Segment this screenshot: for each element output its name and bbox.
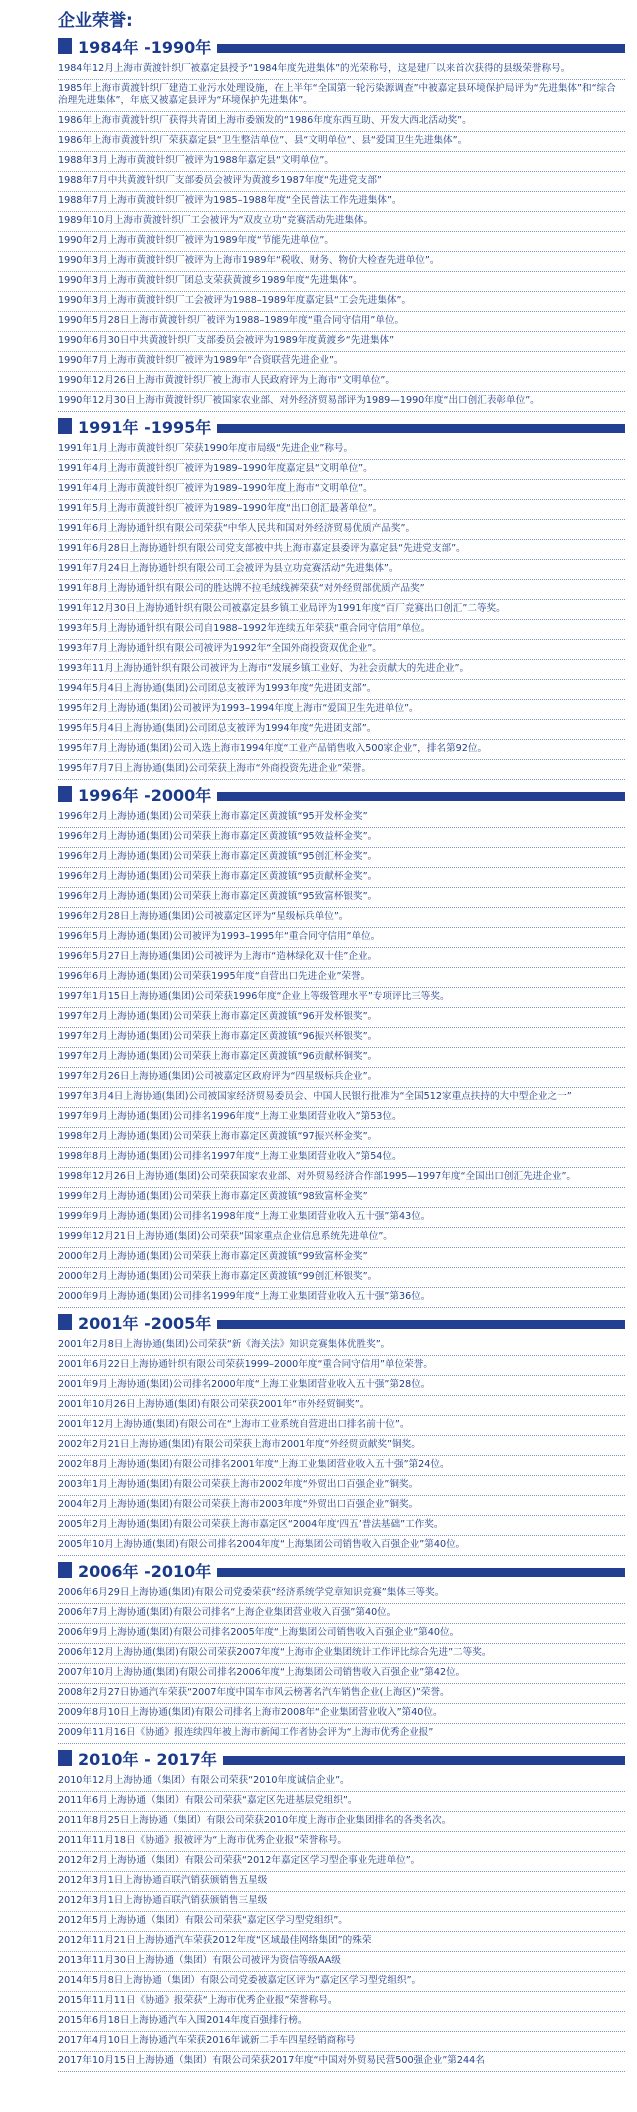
- honor-entry: 2001年12月上海协通(集团)有限公司在“上海市工业系统自营进出口排名前十位”。: [58, 1416, 625, 1436]
- honor-entry: 2001年6月22日上海协通针织有限公司荣获1999–2000年度“重合同守信用”单位荣誉。: [58, 1356, 625, 1376]
- period-divider-bar: [217, 1320, 625, 1329]
- honor-entry: 1998年8月上海协通(集团)公司排名1997年度“上海工业集团营业收入”第54位。: [58, 1148, 625, 1168]
- honor-entry: 2003年1月上海协通(集团)有限公司荣获上海市2002年度“外贸出口百强企业”铜奖。: [58, 1476, 625, 1496]
- period-divider-bar: [223, 1756, 625, 1765]
- honor-entry: 2009年11月16日《协通》报连续四年被上海市新闻工作者协会评为“上海市优秀企业报”: [58, 1724, 625, 1744]
- honor-entry: 1985年上海市黄渡针织厂建造工业污水处理设施，在上半年“全国第一轮污染源调查”中被嘉定县环境保护局评为“先进集体”和“综合治理先进集体”，年底又被嘉定县评为“环境保护先进集体”。: [58, 80, 625, 112]
- honor-entry: 1990年2月上海市黄渡针织厂被评为1989年度“节能先进单位”。: [58, 232, 625, 252]
- period-divider-bar: [217, 792, 625, 801]
- honor-entry: 2010年12月上海协通（集团）有限公司荣获“2010年度诚信企业”。: [58, 1772, 625, 1792]
- honor-entry: 2015年6月18日上海协通汽车入围2014年度百强排行榜。: [58, 2012, 625, 2032]
- honor-entry: 2000年2月上海协通(集团)公司荣获上海市嘉定区黄渡镇“99致富杯金奖”: [58, 1248, 625, 1268]
- honor-entry: 1988年7月上海市黄渡针织厂被评为1985–1988年度“全民普法工作先进集体”。: [58, 192, 625, 212]
- honor-entry: 1993年11月上海协通针织有限公司被评为上海市“发展乡镇工业好、为社会贡献大的先进企业”。: [58, 660, 625, 680]
- honor-entry: 2006年12月上海协通(集团)有限公司荣获2007年度“上海市企业集团统计工作评比综合先进”二等奖。: [58, 1644, 625, 1664]
- honor-entry: 1986年上海市黄渡针织厂荣获嘉定县“卫生整洁单位”、县“文明单位”、县“爱国卫生先进集体”。: [58, 132, 625, 152]
- period-marker-block: [58, 418, 72, 434]
- honor-entry: 1997年2月上海协通(集团)公司荣获上海市嘉定区黄渡镇“96振兴杯银奖”。: [58, 1028, 625, 1048]
- honor-entry: 2006年7月上海协通(集团)有限公司排名“上海企业集团营业收入百强”第40位。: [58, 1604, 625, 1624]
- period-section: [58, 1748, 625, 2072]
- period-header: [58, 1560, 625, 1580]
- period-label: 2006年 -2010年: [78, 1561, 212, 1581]
- honor-entry: 1997年2月上海协通(集团)公司荣获上海市嘉定区黄渡镇“96开发杯银奖”。: [58, 1008, 625, 1028]
- period-marker-block: [58, 1750, 72, 1766]
- period-label: 2001年 -2005年: [78, 1313, 212, 1333]
- honor-entry: 2001年10月26日上海协通(集团)有限公司荣获2001年“市外经贸铜奖”。: [58, 1396, 625, 1416]
- period-section: [58, 1560, 625, 1744]
- honor-entry: 1990年3月上海市黄渡针织厂被评为上海市1989年“税收、财务、物价大检查先进单位”。: [58, 252, 625, 272]
- honor-entry: 2012年5月上海协通（集团）有限公司荣获“嘉定区学习型党组织”。: [58, 1912, 625, 1932]
- period-marker-block: [58, 786, 72, 802]
- honor-entry: 1995年5月4日上海协通(集团)公司团总支被评为1994年度“先进团支部”。: [58, 720, 625, 740]
- honor-list: [58, 1336, 625, 1556]
- period-header: [58, 784, 625, 804]
- period-label: 1991年 -1995年: [78, 417, 212, 437]
- period-label: 1984年 -1990年: [78, 37, 212, 57]
- honor-entry: 1998年2月上海协通(集团)公司荣获上海市嘉定区黄渡镇“97振兴杯金奖”。: [58, 1128, 625, 1148]
- honor-entry: 1996年2月上海协通(集团)公司荣获上海市嘉定区黄渡镇“95开发杯金奖”: [58, 808, 625, 828]
- honor-entry: 1996年2月上海协通(集团)公司荣获上海市嘉定区黄渡镇“95创汇杯金奖”。: [58, 848, 625, 868]
- honor-entry: 1997年1月15日上海协通(集团)公司荣获1996年度“企业上等级管理水平”专项评比三等奖。: [58, 988, 625, 1008]
- period-section: [58, 1312, 625, 1556]
- honor-entry: 1997年2月上海协通(集团)公司荣获上海市嘉定区黄渡镇“96贡献杯铜奖”。: [58, 1048, 625, 1068]
- honor-entry: 1991年12月30日上海协通针织有限公司被嘉定县乡镇工业局评为1991年度“百厂竞赛出口创汇”二等奖。: [58, 600, 625, 620]
- honor-entry: 2005年2月上海协通(集团)有限公司荣获上海市嘉定区“2004年度‘四五’普法基础”工作奖。: [58, 1516, 625, 1536]
- honor-entry: 2006年9月上海协通(集团)有限公司排名2005年度“上海集团公司销售收入百强企业”第40位。: [58, 1624, 625, 1644]
- honor-entry: 2005年10月上海协通(集团)有限公司排名2004年度“上海集团公司销售收入百强企业”第40位。: [58, 1536, 625, 1556]
- honor-entry: 2012年2月上海协通（集团）有限公司荣获“2012年嘉定区学习型企事业先进单位”。: [58, 1852, 625, 1872]
- honor-entry: 1997年2月26日上海协通(集团)公司被嘉定区政府评为“四星级标兵企业”。: [58, 1068, 625, 1088]
- honor-entry: 2008年2月27日协通汽车荣获“2007年度中国车市风云榜著名汽车销售企业(上海区)”荣誉。: [58, 1684, 625, 1704]
- period-label: 1996年 -2000年: [78, 785, 212, 805]
- honor-entry: 2012年3月1日上海协通百联汽销获颁销售三星级: [58, 1892, 625, 1912]
- period-section: [58, 784, 625, 1308]
- honor-entry: 1990年3月上海市黄渡针织厂团总支荣获黄渡乡1989年度“先进集体”。: [58, 272, 625, 292]
- honor-entry: 1991年7月24日上海协通针织有限公司工会被评为县立功竞赛活动“先进集体”。: [58, 560, 625, 580]
- honor-entry: 1993年7月上海协通针织有限公司被评为1992年“全国外商投资双优企业”。: [58, 640, 625, 660]
- honor-entry: 2001年2月8日上海协通(集团)公司荣获“新《海关法》知识竞赛集体优胜奖”。: [58, 1336, 625, 1356]
- honor-entry: 2009年8月10日上海协通(集团)有限公司排名上海市2008年“企业集团营业收入”第40位。: [58, 1704, 625, 1724]
- period-divider-bar: [217, 1568, 625, 1577]
- period-header: [58, 36, 625, 56]
- honor-entry: 1996年5月上海协通(集团)公司被评为1993–1995年“重合同守信用”单位。: [58, 928, 625, 948]
- honor-entry: 2007年10月上海协通(集团)有限公司排名2006年度“上海集团公司销售收入百强企业”第42位。: [58, 1664, 625, 1684]
- period-section: [58, 36, 625, 412]
- honor-list: [58, 1584, 625, 1744]
- honor-entry: 1991年8月上海协通针织有限公司的胜达牌不拉毛绒线裤荣获“对外经贸部优质产品奖”: [58, 580, 625, 600]
- honor-entry: 1998年12月26日上海协通(集团)公司荣获国家农业部、对外贸易经济合作部1995—1997年度“全国出口创汇先进企业”。: [58, 1168, 625, 1188]
- honor-entry: 1991年1月上海市黄渡针织厂荣获1990年度市局级“先进企业”称号。: [58, 440, 625, 460]
- honor-entry: 2013年11月30日上海协通（集团）有限公司被评为资信等级AA级: [58, 1952, 625, 1972]
- honor-entry: 1990年5月28日上海市黄渡针织厂被评为1988–1989年度“重合同守信用”单位。: [58, 312, 625, 332]
- honor-entry: 1990年6月30日中共黄渡针织厂支部委员会被评为1989年度黄渡乡“先进集体”: [58, 332, 625, 352]
- honor-entry: 1996年2月28日上海协通(集团)公司被嘉定区评为“星级标兵单位”。: [58, 908, 625, 928]
- honor-list: [58, 60, 625, 412]
- honor-entry: 2000年2月上海协通(集团)公司荣获上海市嘉定区黄渡镇“99创汇杯银奖”。: [58, 1268, 625, 1288]
- honor-entry: 1990年3月上海市黄渡针织厂工会被评为1988–1989年度嘉定县“工会先进集体”。: [58, 292, 625, 312]
- honor-entry: 1995年7月上海协通(集团)公司入选上海市1994年度“工业产品销售收入500家企业”，排名第92位。: [58, 740, 625, 760]
- honor-entry: 2014年5月8日上海协通（集团）有限公司党委被嘉定区评为“嘉定区学习型党组织”。: [58, 1972, 625, 1992]
- honor-entry: 2001年9月上海协通(集团)公司排名2000年度“上海工业集团营业收入五十强”第28位。: [58, 1376, 625, 1396]
- period-header: [58, 1312, 625, 1332]
- period-label: 2010年 - 2017年: [78, 1749, 217, 1769]
- honor-entry: 2011年11月18日《协通》报被评为“上海市优秀企业报”荣誉称号。: [58, 1832, 625, 1852]
- honor-entry: 1997年3月4日上海协通(集团)公司被国家经济贸易委员会、中国人民银行批准为“全国512家重点扶持的大中型企业之一”: [58, 1088, 625, 1108]
- honor-entry: 2004年2月上海协通(集团)有限公司荣获上海市2003年度“外贸出口百强企业”铜奖。: [58, 1496, 625, 1516]
- honor-entry: 2012年11月21日上海协通汽车荣获2012年度“区域最佳网络集团”的殊荣: [58, 1932, 625, 1952]
- honor-list: [58, 808, 625, 1308]
- honor-entry: 1991年4月上海市黄渡针织厂被评为1989–1990年度嘉定县“文明单位”。: [58, 460, 625, 480]
- honor-entry: 1999年2月上海协通(集团)公司荣获上海市嘉定区黄渡镇“98致富杯金奖”: [58, 1188, 625, 1208]
- honor-entry: 1988年3月上海市黄渡针织厂被评为1988年嘉定县“文明单位”。: [58, 152, 625, 172]
- honor-entry: 1996年5月27日上海协通(集团)公司被评为上海市“造林绿化双十佳”企业。: [58, 948, 625, 968]
- period-marker-block: [58, 1314, 72, 1330]
- honor-entry: 2012年3月1日上海协通百联汽销获颁销售五星级: [58, 1872, 625, 1892]
- honor-entry: 1997年9月上海协通(集团)公司排名1996年度“上海工业集团营业收入”第53位。: [58, 1108, 625, 1128]
- honor-entry: 1990年12月30日上海市黄渡针织厂被国家农业部、对外经济贸易部评为1989—1990年度“出口创汇表彰单位”。: [58, 392, 625, 412]
- honor-entry: 1995年7月7日上海协通(集团)公司荣获上海市“外商投资先进企业”荣誉。: [58, 760, 625, 780]
- honor-entry: 1999年9月上海协通(集团)公司排名1998年度“上海工业集团营业收入五十强”第43位。: [58, 1208, 625, 1228]
- honor-entry: 2017年4月10日上海协通汽车荣获2016年诚新二手车四星经销商称号: [58, 2032, 625, 2052]
- period-marker-block: [58, 1562, 72, 1578]
- honor-entry: 2000年9月上海协通(集团)公司排名1999年度“上海工业集团营业收入五十强”第36位。: [58, 1288, 625, 1308]
- period-divider-bar: [217, 44, 625, 53]
- honor-entry: 1989年10月上海市黄渡针织厂工会被评为“双皮立功”竞赛活动先进集体。: [58, 212, 625, 232]
- honor-entry: 1991年6月28日上海协通针织有限公司党支部被中共上海市嘉定县委评为嘉定县“先进党支部”。: [58, 540, 625, 560]
- honor-entry: 1996年2月上海协通(集团)公司荣获上海市嘉定区黄渡镇“95致富杯银奖”。: [58, 888, 625, 908]
- honor-entry: 2011年8月25日上海协通（集团）有限公司荣获2010年度上海市企业集团排名的各类名次。: [58, 1812, 625, 1832]
- period-divider-bar: [217, 424, 625, 433]
- honor-entry: 1999年12月21日上海协通(集团)公司荣获“国家重点企业信息系统先进单位”。: [58, 1228, 625, 1248]
- honor-list: [58, 1772, 625, 2072]
- honor-entry: 1994年5月4日上海协通(集团)公司团总支被评为1993年度“先进团支部”。: [58, 680, 625, 700]
- honor-list: [58, 440, 625, 780]
- honor-entry: 1990年7月上海市黄渡针织厂被评为1989年“合资联营先进企业”。: [58, 352, 625, 372]
- honor-entry: 2011年6月上海协通（集团）有限公司荣获“嘉定区先进基层党组织”。: [58, 1792, 625, 1812]
- honor-entry: 1986年上海市黄渡针织厂获得共青团上海市委颁发的“1986年度东西互助、开发大西北活动奖”。: [58, 112, 625, 132]
- honors-timeline: [58, 32, 625, 2072]
- honor-entry: 2015年11月11日《协通》报荣获“上海市优秀企业报”荣誉称号。: [58, 1992, 625, 2012]
- period-section: [58, 416, 625, 780]
- honor-entry: 2006年6月29日上海协通(集团)有限公司党委荣获“经济系统学党章知识竞赛”集体三等奖。: [58, 1584, 625, 1604]
- honor-entry: 1996年6月上海协通(集团)公司荣获1995年度“自营出口先进企业”荣誉。: [58, 968, 625, 988]
- honor-entry: 1996年2月上海协通(集团)公司荣获上海市嘉定区黄渡镇“95效益杯金奖”。: [58, 828, 625, 848]
- honor-entry: 1984年12月上海市黄渡针织厂被嘉定县授予“1984年度先进集体”的光荣称号，这是建厂以来首次获得的县级荣誉称号。: [58, 60, 625, 80]
- period-header: [58, 1748, 625, 1768]
- honor-entry: 1993年5月上海协通针织有限公司自1988–1992年连续五年荣获“重合同守信用”单位。: [58, 620, 625, 640]
- honor-entry: 1991年5月上海市黄渡针织厂被评为1989–1990年度“出口创汇最著单位”。: [58, 500, 625, 520]
- honor-entry: 1991年6月上海协通针织有限公司荣获“中华人民共和国对外经济贸易优质产品奖”。: [58, 520, 625, 540]
- honor-entry: 1996年2月上海协通(集团)公司荣获上海市嘉定区黄渡镇“95贡献杯金奖”。: [58, 868, 625, 888]
- page-title: 企业荣誉:: [58, 11, 133, 31]
- honor-entry: 1991年4月上海市黄渡针织厂被评为1989–1990年度上海市“文明单位”。: [58, 480, 625, 500]
- honor-entry: 1990年12月26日上海市黄渡针织厂被上海市人民政府评为上海市“文明单位”。: [58, 372, 625, 392]
- honor-entry: 2017年10月15日上海协通（集团）有限公司荣获2017年度“中国对外贸易民营500强企业”第244名: [58, 2052, 625, 2072]
- honor-entry: 2002年8月上海协通(集团)有限公司排名2001年度“上海工业集团营业收入五十强”第24位。: [58, 1456, 625, 1476]
- honor-entry: 1988年7月中共黄渡针织厂支部委员会被评为黄渡乡1987年度“先进党支部”: [58, 172, 625, 192]
- period-marker-block: [58, 38, 72, 54]
- honor-entry: 2002年2月21日上海协通(集团)有限公司荣获上海市2001年度“外经贸贡献奖”铜奖。: [58, 1436, 625, 1456]
- period-header: [58, 416, 625, 436]
- honor-entry: 1995年2月上海协通(集团)公司被评为1993–1994年度上海市“爱国卫生先进单位”。: [58, 700, 625, 720]
